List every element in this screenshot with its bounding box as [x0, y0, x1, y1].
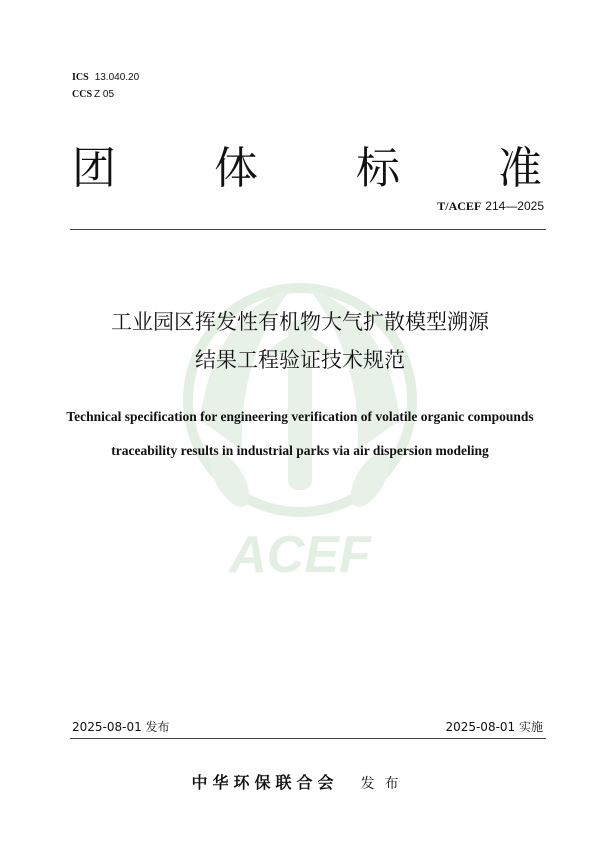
title-cn-line-2: 结果工程验证技术规范: [195, 348, 405, 372]
publisher-action: 发布: [360, 776, 409, 792]
top-divider: [70, 229, 546, 230]
standard-type-heading: [72, 144, 542, 194]
implementation-date: 2025-08-01 实施: [445, 720, 543, 734]
standard-code: T/ACEF: [437, 199, 482, 213]
ccs-label: CCS: [72, 89, 93, 100]
publisher: [0, 770, 600, 793]
acef-watermark-logo: [170, 250, 430, 610]
ccs-value: Z 05: [94, 89, 115, 100]
ccs-code: [72, 89, 114, 101]
standard-type-char: 准: [498, 143, 542, 194]
standard-type-char: 团: [72, 143, 116, 194]
title-en-line-2: traceability results in industrial parks via air dispersion modeling: [111, 443, 489, 458]
ics-code: [72, 72, 139, 84]
title-en-line-1: Technical specification for engineering verification of volatile organic compounds: [66, 409, 534, 424]
standard-number: [437, 198, 544, 214]
watermark-text: ACEF: [229, 526, 371, 584]
publisher-organization: 中华环保联合会: [191, 773, 339, 792]
issue-date: 2025-08-01 发布: [72, 720, 170, 734]
ics-value: 13.040.20: [94, 72, 140, 83]
standard-type-char: 标: [356, 143, 400, 194]
standard-number-value: 214—2025: [485, 199, 544, 213]
title-cn-line-1: 工业园区挥发性有机物大气扩散模型溯源: [111, 310, 489, 334]
standard-type-char: 体: [214, 143, 258, 194]
bottom-divider: [70, 738, 546, 739]
ics-label: ICS: [72, 72, 89, 83]
